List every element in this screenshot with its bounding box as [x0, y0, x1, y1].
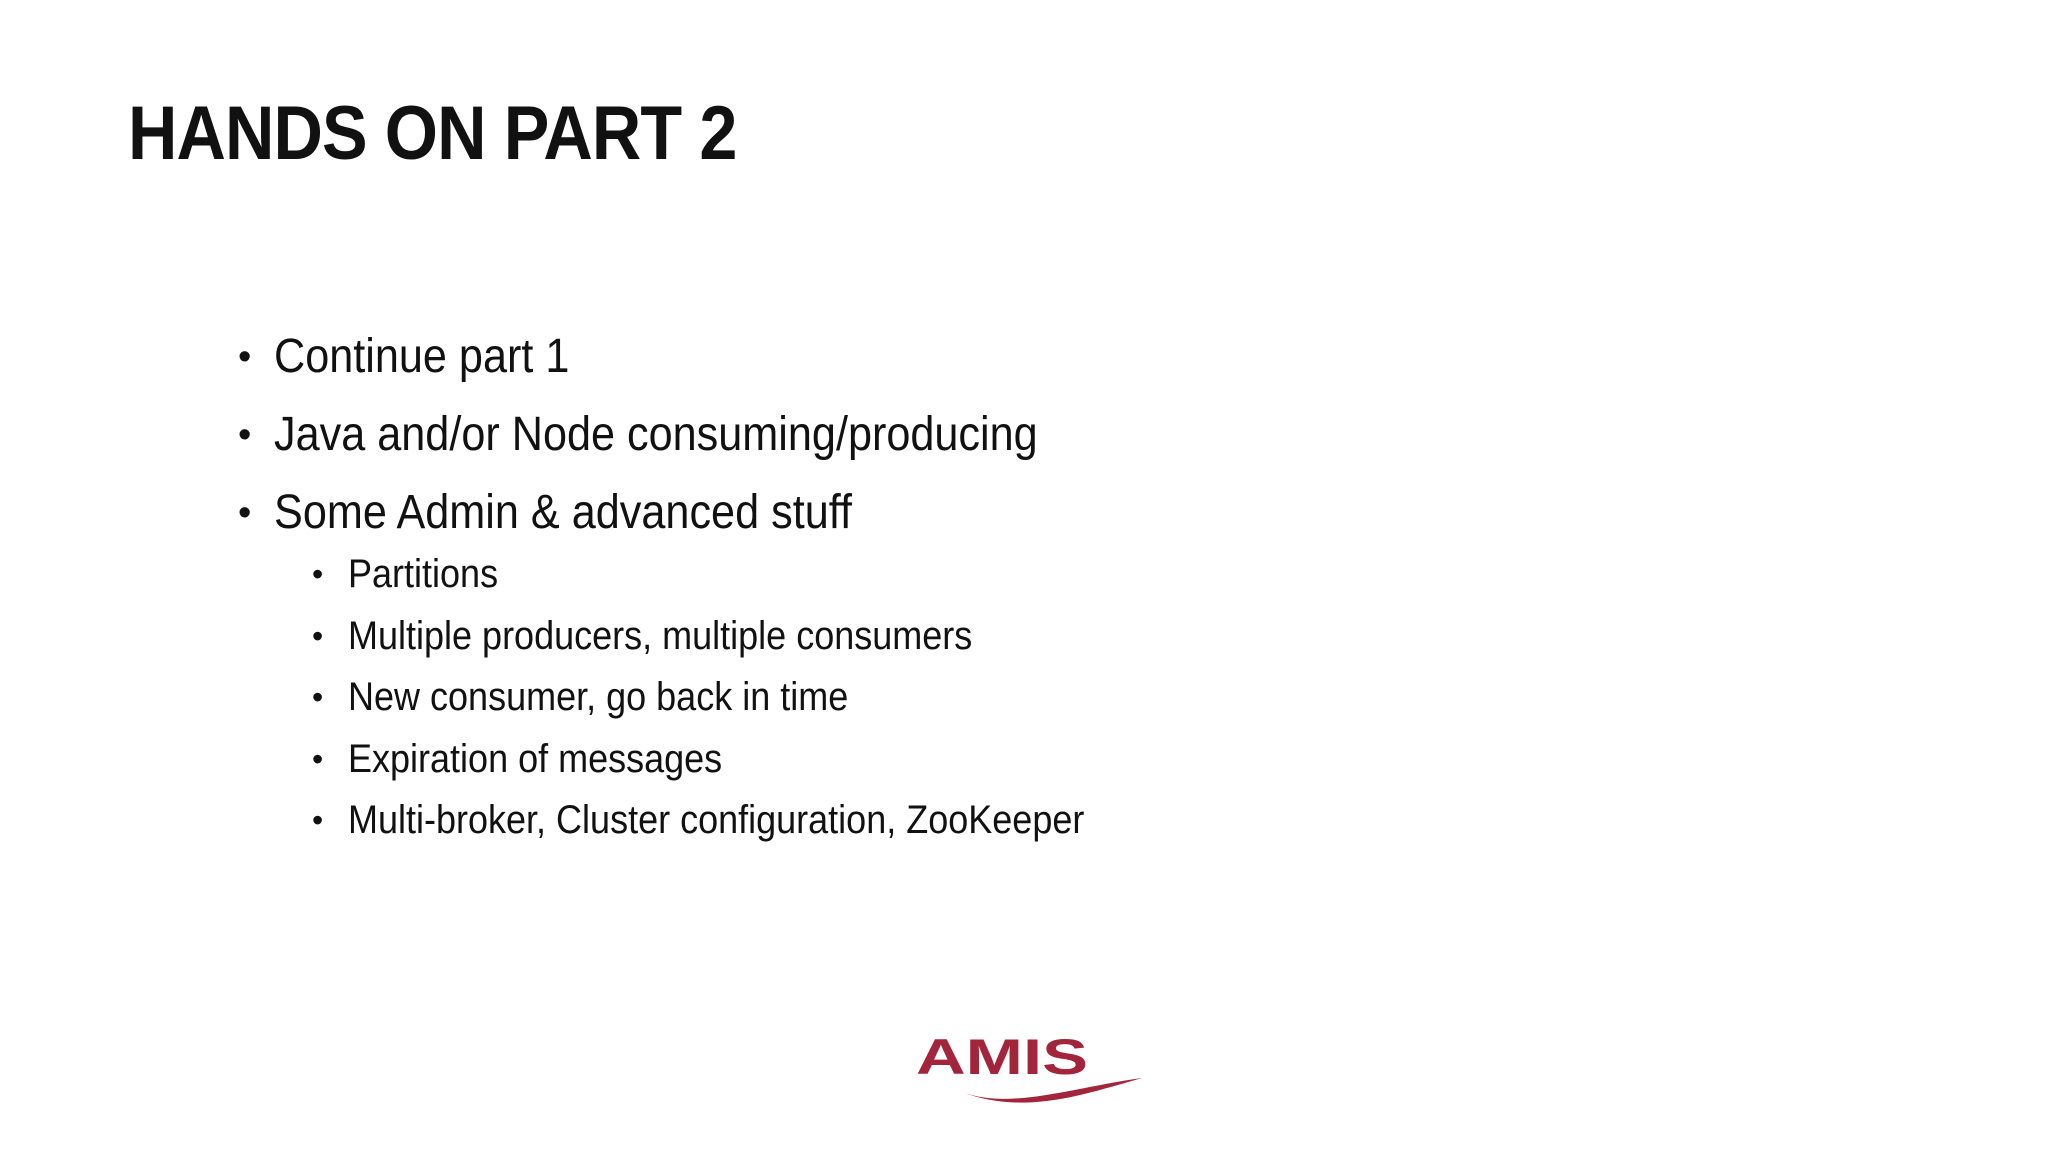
bullet-glyph: • [238, 336, 252, 378]
sub-bullet-item [312, 606, 1166, 668]
sub-bullet-glyph: • [312, 740, 324, 777]
bullet-glyph: • [238, 492, 252, 534]
logo-wordmark: AMIS [916, 1030, 1088, 1085]
bullet-item [238, 318, 1166, 396]
bullet-text: Java and/or Node consuming/producing [274, 408, 1038, 461]
bullet-text: Some Admin & advanced stuff [274, 486, 852, 539]
bullet-text: Continue part 1 [274, 330, 570, 383]
sub-bullet-list [312, 544, 1166, 852]
sub-bullet-text: Partitions [348, 552, 499, 596]
bullet-item [238, 396, 1166, 474]
sub-bullet-text: Multi-broker, Cluster configuration, ZooKeeper [348, 798, 1085, 842]
slide-title: HANDS ON PART 2 [128, 91, 737, 176]
sub-bullet-item [312, 544, 1166, 606]
sub-bullet-item [312, 729, 1166, 791]
sub-bullet-glyph: • [312, 802, 324, 838]
bullet-item [238, 474, 1166, 852]
sub-bullet-text: New consumer, go back in time [348, 675, 849, 719]
bullet-glyph: • [238, 414, 252, 456]
sub-bullet-glyph: • [312, 617, 324, 654]
bullet-list [238, 318, 1166, 852]
sub-bullet-glyph: • [312, 679, 324, 715]
sub-bullet-item [312, 667, 1166, 729]
sub-bullet-item [312, 790, 1166, 852]
sub-bullet-glyph: • [312, 556, 324, 592]
amis-logo [910, 1030, 1150, 1120]
sub-bullet-text: Expiration of messages [348, 736, 723, 781]
sub-bullet-text: Multiple producers, multiple consumers [348, 613, 973, 658]
